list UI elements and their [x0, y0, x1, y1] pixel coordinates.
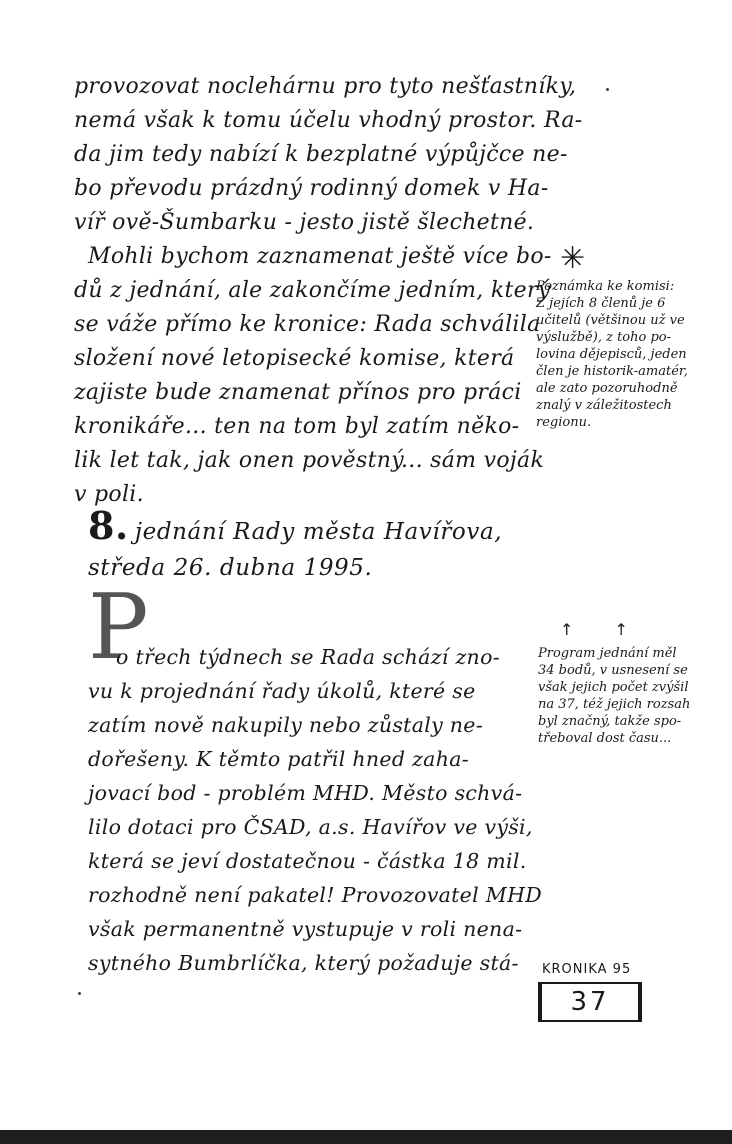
- text-line: složení nové letopisecké komise, která: [74, 346, 515, 371]
- note-line: třeboval dost času...: [538, 731, 672, 746]
- note-line: regionu.: [536, 415, 592, 430]
- text-line: lilo dotaci pro ČSAD, a.s. Havířov ve výši,: [88, 815, 533, 839]
- text-line: provozovat noclehárnu pro tyto nešťastníky,: [74, 74, 577, 99]
- margin-note-program: [538, 645, 728, 747]
- text-line: vu k projednání řady úkolů, které se: [88, 679, 476, 703]
- text-line: sytného Bumbrlíčka, který požaduje stá-: [88, 951, 519, 975]
- scan-speck: [78, 992, 81, 995]
- dropcap-letter: P: [88, 575, 149, 680]
- text-line: dořešeny. K těmto patřil hned zaha-: [88, 747, 469, 771]
- text-line: se váže přímo ke kronice: Rada schválila: [74, 312, 541, 337]
- page-number: 37: [538, 982, 642, 1022]
- text-line: však permanentně vystupuje v roli nena-: [88, 917, 523, 941]
- text-line: o třech týdnech se Rada schází zno-: [116, 645, 500, 669]
- text-line: která se jeví dostatečnou - částka 18 mil.: [88, 849, 527, 873]
- note-line: lovina dějepisců, jeden: [536, 347, 687, 362]
- note-line: člen je historik-amatér,: [536, 364, 688, 379]
- text-line: zajiste bude znamenat přínos pro práci: [74, 380, 522, 405]
- text-line: rozhodně není pakatel! Provozovatel MHD: [88, 883, 542, 907]
- body-paragraph: [88, 640, 542, 980]
- section-date: středa 26. dubna 1995.: [88, 555, 373, 581]
- section-title: jednání Rady města Havířova,: [134, 519, 503, 545]
- note-line: 34 bodů, v usnesení se: [538, 663, 688, 678]
- section-number: 8.: [88, 503, 129, 548]
- note-line: však jejich počet zvýšil: [538, 680, 689, 695]
- scan-speck: [606, 88, 609, 91]
- text-line: v poli.: [74, 482, 144, 507]
- asterisk-icon: ✳: [560, 241, 586, 276]
- text-line: zatím nově nakupily nebo zůstaly ne-: [88, 713, 483, 737]
- note-line: ale zato pozoruhodně: [536, 381, 678, 396]
- scan-edge-bar: [0, 1130, 732, 1144]
- note-line: výslužbě), z toho po-: [536, 330, 671, 345]
- text-line: bo převodu prázdný rodinný domek v Ha-: [74, 176, 549, 201]
- note-line: na 37, též jejich rozsah: [538, 697, 691, 712]
- note-line: Poznámka ke komisi:: [536, 279, 675, 294]
- text-line: lik let tak, jak onen pověstný... sám voják: [74, 448, 545, 473]
- text-line: da jim tedy nabízí k bezplatné výpůjčce ne-: [74, 142, 568, 167]
- chronicle-label: KRONIKA 95: [542, 962, 632, 977]
- text-line: kronikáře... ten na tom byl zatím něko-: [74, 414, 520, 439]
- text-line: nemá však k tomu účelu vhodný prostor. Ra-: [74, 108, 583, 133]
- note-line: byl značný, takže spo-: [538, 714, 682, 729]
- note-line: znalý v záležitostech: [536, 398, 672, 413]
- margin-note-commission: [536, 278, 726, 431]
- text-line: dů z jednání, ale zakončíme jedním, který: [74, 278, 551, 303]
- section-heading: [88, 503, 538, 586]
- text-line: Mohli bychom zaznamenat ještě více bo-: [88, 244, 552, 269]
- note-line: učitelů (většinou už ve: [536, 313, 685, 328]
- text-line: jovací bod - problém MHD. Město schvá-: [88, 781, 523, 805]
- note-line: Z jejích 8 členů je 6: [536, 296, 666, 311]
- arrow-up-icon: ↑ ↑: [560, 620, 646, 639]
- text-line: víř ově-Šumbarku - jesto jistě šlechetné.: [74, 210, 535, 235]
- note-line: Program jednání měl: [538, 646, 677, 661]
